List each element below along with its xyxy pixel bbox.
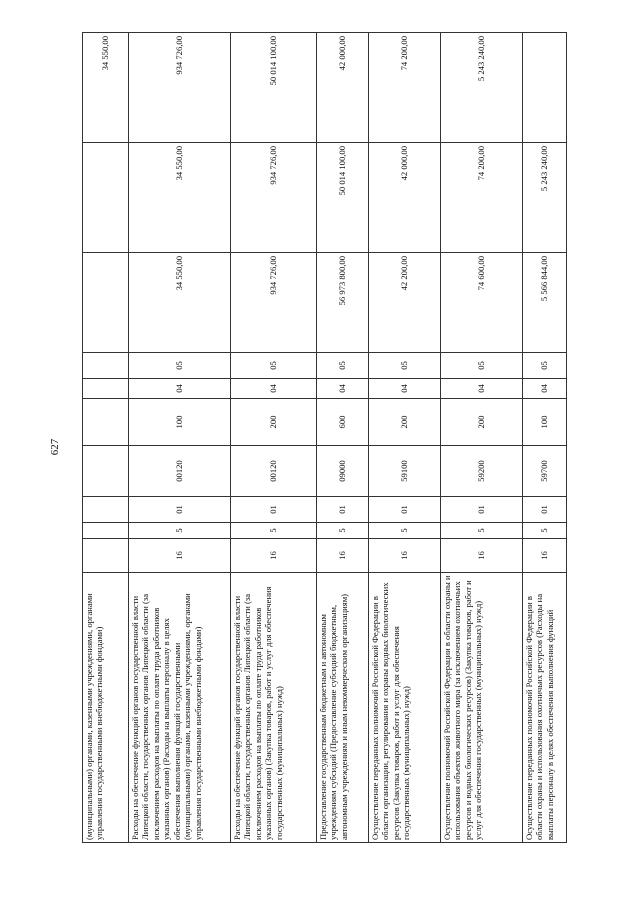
code-subsection: 05 (231, 353, 317, 379)
row-description: Осуществление переданных полномочий Российской Федерации в области охраны и использования охотничьих ресурсов (Расходы на выплаты персоналу в целях обеспечения выполнения функций (523, 573, 567, 843)
code-program: 5 (523, 523, 567, 539)
amount-3: 5 243 240,00 (441, 33, 523, 143)
code-subprogram: 01 (523, 497, 567, 523)
table-row (317, 33, 369, 843)
code-subsection: 05 (523, 353, 567, 379)
code-expense-type: 200 (369, 399, 441, 446)
code-subprogram: 01 (129, 497, 231, 523)
code-ministry: 16 (523, 539, 567, 573)
code-program: 5 (129, 523, 231, 539)
code-section (83, 379, 129, 399)
code-program (83, 523, 129, 539)
code-section: 04 (317, 379, 369, 399)
amount-1: 5 566 844,00 (523, 253, 567, 353)
code-program: 5 (231, 523, 317, 539)
code-subprogram: 01 (369, 497, 441, 523)
code-program: 5 (369, 523, 441, 539)
amount-1 (83, 253, 129, 353)
page-number: 627 (49, 438, 61, 456)
table-row (83, 33, 129, 843)
row-description: (муниципальными) органами, казенными учреждениями, органами управления государственными внебюджетными фондами) (83, 573, 129, 843)
code-target: 00120 (129, 446, 231, 497)
row-description: Предоставление государственным бюджетным и автономным учреждениям субсидий (Предоставление субсидий бюджетным, автономным учреждениям и иным некоммерческим организациям) (317, 573, 369, 843)
code-section: 04 (129, 379, 231, 399)
row-description: Расходы на обеспечение функций органов государственной власти Липецкой области, государственных органов Липецкой области (за исключением расходов на выплаты по оплате труда работников указанных органов) (Расходы на выплаты персоналу в целях обеспечения выполнения функций государственными (муниципальными) органами, казенными учреждениями, органами управления государственными внебюджетными фондами) (129, 573, 231, 843)
code-subsection: 05 (441, 353, 523, 379)
code-ministry (83, 539, 129, 573)
code-subprogram: 01 (317, 497, 369, 523)
code-section: 04 (231, 379, 317, 399)
amount-2: 42 000,00 (369, 143, 441, 253)
code-section: 04 (369, 379, 441, 399)
budget-table (82, 32, 567, 843)
code-program: 5 (317, 523, 369, 539)
code-target: 59700 (523, 446, 567, 497)
code-ministry: 16 (369, 539, 441, 573)
table-row (523, 33, 567, 843)
code-target: 09000 (317, 446, 369, 497)
code-subprogram: 01 (231, 497, 317, 523)
code-program: 5 (441, 523, 523, 539)
code-ministry: 16 (317, 539, 369, 573)
amount-1: 34 550,00 (129, 253, 231, 353)
amount-3: 34 550,00 (83, 33, 129, 143)
amount-2: 74 200,00 (441, 143, 523, 253)
row-description: Осуществление переданных полномочий Российской Федерации в области организации, регулирования и охраны водных биологических ресурсов (Закупка товаров, работ и услуг для обеспечения государственных (муниципальных) нужд) (369, 573, 441, 843)
amount-1: 74 600,00 (441, 253, 523, 353)
amount-3: 934 726,00 (129, 33, 231, 143)
code-expense-type: 100 (129, 399, 231, 446)
code-expense-type: 200 (231, 399, 317, 446)
code-section: 04 (523, 379, 567, 399)
code-subsection: 05 (129, 353, 231, 379)
budget-table-rotated (82, 33, 566, 843)
amount-2: 5 243 240,00 (523, 143, 567, 253)
table-row (441, 33, 523, 843)
amount-2: 50 014 100,00 (317, 143, 369, 253)
amount-2: 34 550,00 (129, 143, 231, 253)
code-subsection (83, 353, 129, 379)
row-description: Осуществление полномочий Российской Федерации в области охраны и использования объектов животного мира (за исключением охотничьих ресурсов и водных биологических ресурсов) (Закупка товаров, работ и услуг для обеспечения государственных (муниципальных) нужд) (441, 573, 523, 843)
code-target: 00120 (231, 446, 317, 497)
code-subsection: 05 (369, 353, 441, 379)
code-subprogram (83, 497, 129, 523)
code-expense-type: 200 (441, 399, 523, 446)
code-subsection: 05 (317, 353, 369, 379)
code-expense-type: 600 (317, 399, 369, 446)
amount-1: 934 726,00 (231, 253, 317, 353)
code-ministry: 16 (231, 539, 317, 573)
amount-1: 42 200,00 (369, 253, 441, 353)
table-row (231, 33, 317, 843)
amount-1: 56 973 800,00 (317, 253, 369, 353)
code-expense-type (83, 399, 129, 446)
code-subprogram: 01 (441, 497, 523, 523)
code-section: 04 (441, 379, 523, 399)
code-ministry: 16 (129, 539, 231, 573)
table-row (369, 33, 441, 843)
amount-3: 74 200,00 (369, 33, 441, 143)
code-expense-type: 100 (523, 399, 567, 446)
amount-3: 50 014 100,00 (231, 33, 317, 143)
amount-2 (83, 143, 129, 253)
code-target (83, 446, 129, 497)
code-ministry: 16 (441, 539, 523, 573)
amount-3: 42 000,00 (317, 33, 369, 143)
code-target: 59200 (441, 446, 523, 497)
table-row (129, 33, 231, 843)
amount-3 (523, 33, 567, 143)
code-target: 59100 (369, 446, 441, 497)
amount-2: 934 726,00 (231, 143, 317, 253)
row-description: Расходы на обеспечение функций органов государственной власти Липецкой области, государственных органов Липецкой области (за исключением расходов на выплаты по оплате труда работников указанных органов) (Закупка товаров, работ и услуг для обеспечения государственных (муниципальных) нужд) (231, 573, 317, 843)
